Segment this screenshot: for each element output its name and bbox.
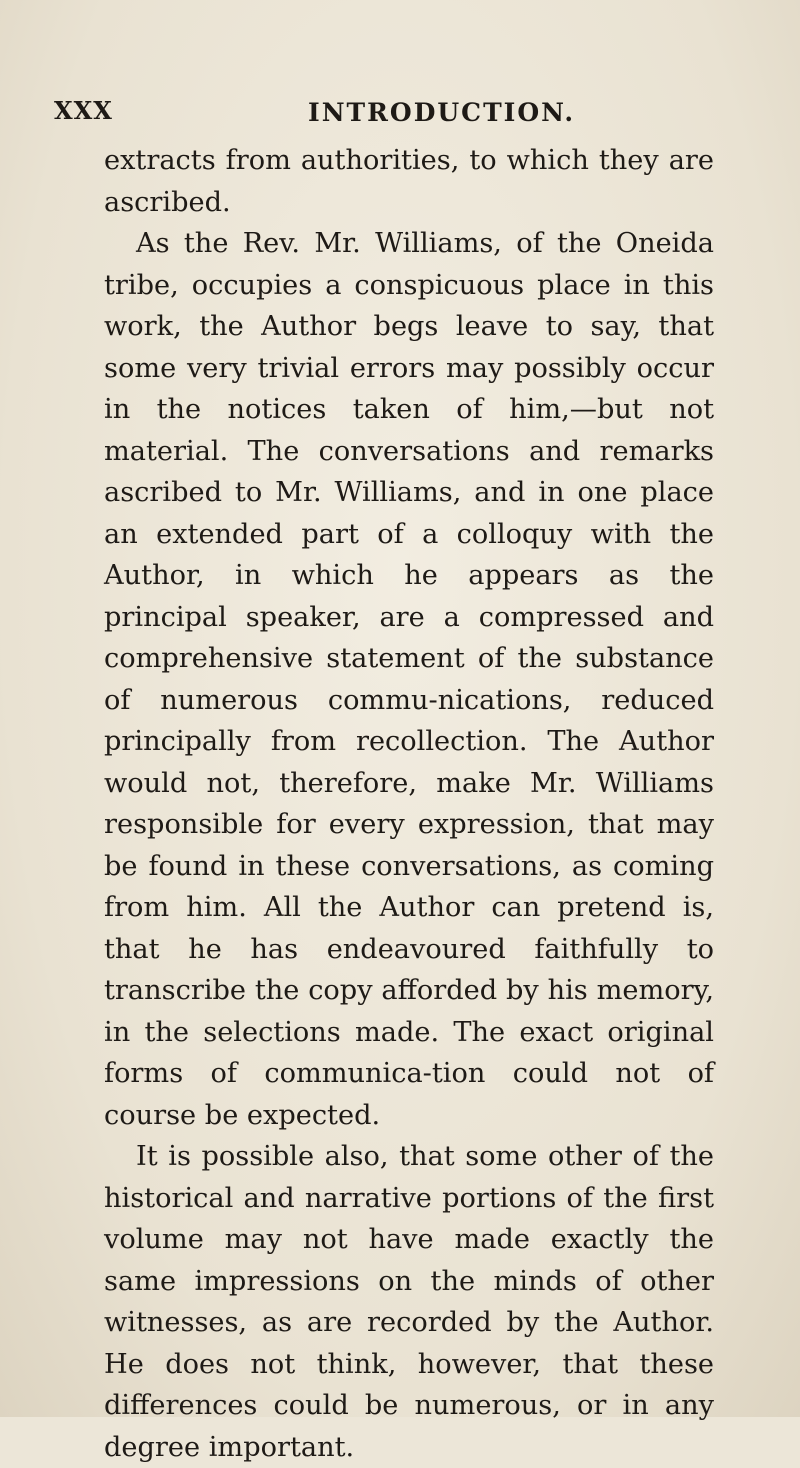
page-number: XXX [54, 96, 113, 125]
paragraph-continuation: extracts from authorities, to which they are ascribed. [104, 145, 714, 218]
body-text [104, 140, 714, 1468]
paragraph-historical: It is possible also, that some other of the historical and narrative portions of the first volume may not have made exactly the same impressions on the minds of other witnesses, as are recorded by the Author. He does not think, however, that these differences could be numerous, or in any degree important. [104, 1141, 714, 1463]
running-head: INTRODUCTION. [308, 98, 576, 127]
paragraph-williams: As the Rev. Mr. Williams, of the Oneida tribe, occupies a conspicuous place in this work, the Author begs leave to say, that some very trivial errors may possibly occur in the notices taken of him,—but not material. The conversations and remarks ascribed to Mr. Williams, and in one place an extended part of a colloquy with the Author, in which he appears as the principal speaker, are a compressed and comprehensive statement of the substance of numerous commu-nications, reduced principally from recollection. The Author would not, therefore, make Mr. Williams responsible for every expression, that may be found in these conversations, as coming from him. All the Author can pretend is, that he has endeavoured faithfully to transcribe the copy afforded by his memory, in the selections made. The exact original forms of communica-tion could not of course be expected. [104, 228, 714, 1131]
page-header [54, 96, 730, 136]
